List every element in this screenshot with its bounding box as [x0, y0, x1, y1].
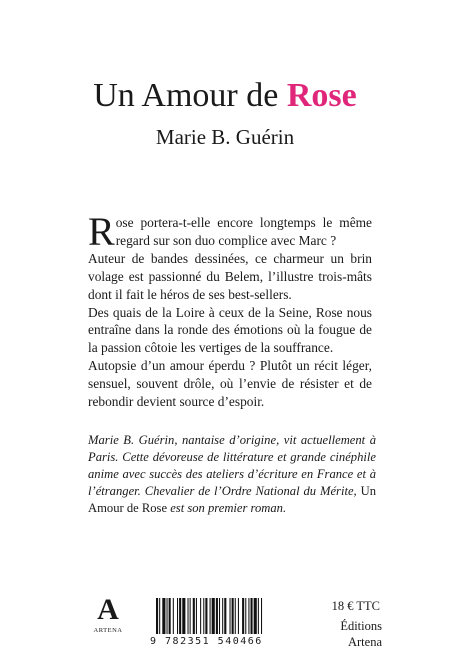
logo-text: ARTENA	[93, 627, 123, 634]
barcode-bar	[162, 598, 165, 634]
barcode-bar	[242, 598, 244, 634]
barcode-bar	[196, 598, 197, 634]
barcode-bar	[182, 598, 185, 634]
barcode-bar	[230, 598, 231, 634]
barcode-bar	[203, 598, 204, 634]
logo-mark: A	[97, 593, 119, 626]
barcode-bar	[258, 598, 259, 634]
title-accent: Rose	[286, 77, 357, 114]
barcode-bar	[212, 598, 215, 634]
barcode-bar	[193, 598, 195, 634]
blurb-paragraph: Auteur de bandes dessinées, ce charmeur un brin volage est passionné du Belem, l’illustre trois-mâts dont il fait le héros de ses best-sellers.	[88, 250, 372, 302]
barcode	[150, 598, 304, 650]
barcode-bar	[200, 598, 201, 634]
barcode-bar	[254, 598, 257, 634]
barcode-bar	[169, 598, 171, 634]
blurb-paragraph: Des quais de la Loire à ceux de la Seine, Rose nous entraîne dans la ronde des émotions où la fougue de la passion côtoie les vertiges de la souffrance.	[88, 304, 372, 356]
title-prefix: Un Amour de	[93, 77, 279, 114]
barcode-bar	[190, 598, 191, 634]
barcode-bar	[156, 598, 158, 634]
barcode-bars	[150, 598, 304, 636]
barcode-bar	[205, 598, 207, 634]
blurb-paragraph: Autopsie d’un amour éperdu ? Plutôt un récit léger, sensuel, souvent drôle, où l’envie de résister et de rebondir devient source d’espoir.	[88, 358, 372, 410]
price-label: 18 € TTC	[331, 599, 380, 613]
barcode-bar	[177, 598, 178, 634]
barcode-bar	[159, 598, 160, 634]
bio-text: Marie B. Guérin, nantaise d’origine, vit actuellement à Paris. Cette dévoreuse de littérature et grande cinéphile anime avec succès des ateliers d’écriture en France et à l’étranger. Chevalier de l’Ordre National du Mérite,	[88, 433, 376, 498]
barcode-bar	[248, 598, 249, 634]
barcode-bar	[261, 598, 262, 634]
barcode-bar	[232, 598, 234, 634]
barcode-bar	[235, 598, 236, 634]
barcode-bar	[238, 598, 239, 634]
barcode-bar	[224, 598, 226, 634]
barcode-bar	[179, 598, 181, 634]
bio-book-title: Un Amour de Rose	[88, 484, 376, 515]
blurb-paragraph: Rose portera-t-elle encore longtemps le même regard sur son duo complice avec Marc ?	[88, 209, 372, 254]
publisher-logo	[90, 595, 126, 643]
barcode-bar	[216, 598, 218, 634]
author-name: Marie B. Guérin	[155, 125, 295, 149]
barcode-bar	[245, 598, 246, 634]
barcode-bar	[219, 598, 220, 634]
barcode-bar	[173, 598, 174, 634]
barcode-bar	[222, 598, 223, 634]
book-title	[0, 76, 450, 116]
back-cover-blurb	[88, 209, 372, 411]
author-bio	[88, 432, 376, 517]
barcode-bar	[167, 598, 168, 634]
barcode-digits: 9 782351 540466	[150, 636, 263, 647]
barcode-bar	[188, 598, 189, 634]
barcode-bar	[251, 598, 253, 634]
bio-text-end: est son premier roman.	[170, 501, 287, 515]
publisher-name: Éditions Artena	[340, 619, 382, 649]
barcode-bar	[210, 598, 211, 634]
